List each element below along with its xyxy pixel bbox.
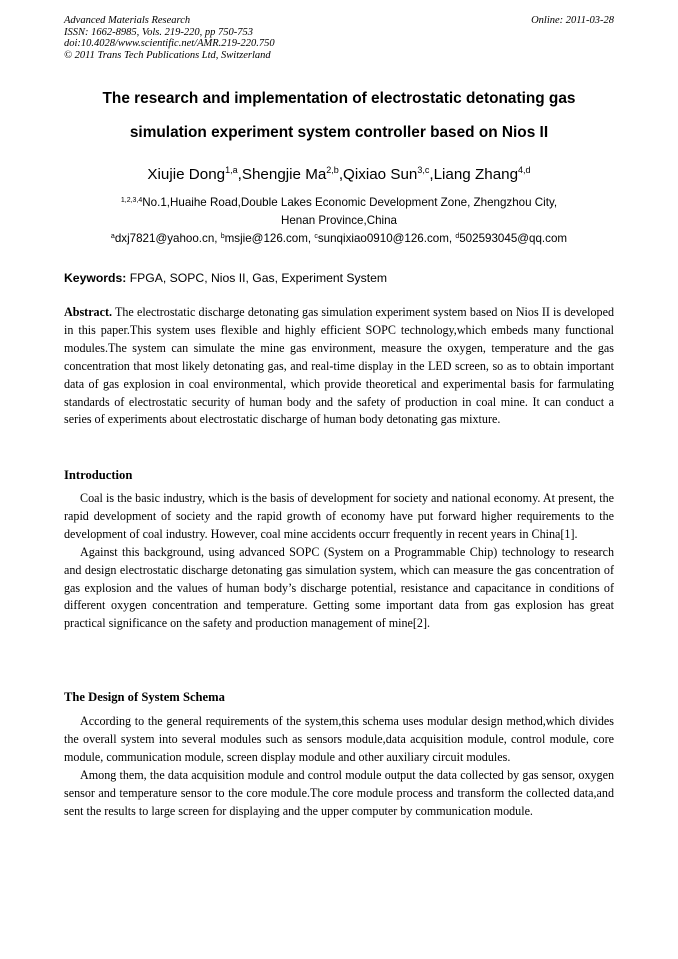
author-separator: , [338,166,344,183]
author-separator: , [429,166,434,183]
paragraph: Coal is the basic industry, which is the basis of development for society and national economy. At present, the rapid development of society and the rapid growth of economy have put forward higher requirements to the development of coal industry. However, coal mine accidents occurr frequently in recent years in China[1]. [64,491,614,541]
section-body-introduction [64,490,614,633]
paragraph: According to the general requirements of the system,this schema uses modular design method,which divides the overall system into several modules such as sensors module,data acquisition module, control module, core module, communication module, screen display module and other auxiliary circuit modules. [64,714,614,764]
email-address[interactable]: sunqixiao0910@126.com, [317,232,456,245]
section-heading-introduction: Introduction [64,468,133,482]
paper-title-line-1: The research and implementation of electrostatic detonating gas [102,90,576,107]
keywords [64,271,387,285]
email-mark: a [110,233,115,240]
author-name: Shengjie Ma [241,166,327,183]
email-mark: c [314,233,318,240]
author-affiliation-mark: 1,a [225,165,238,175]
keywords-text: FPGA, SOPC, Nios II, Gas, Experiment System [126,271,388,285]
email-mark: d [455,233,460,240]
keywords-label: Keywords: [64,271,127,285]
abstract [64,304,614,429]
author-name: Liang Zhang [433,166,519,183]
journal-issn: ISSN: 1662-8985, Vols. 219-220, pp 750-753 [64,26,253,38]
paragraph: Among them, the data acquisition module and control module output the data collected by gas sensor, oxygen sensor and temperature sensor to the core module.The core module process and transform the collected data,and sent the results to large screen for displaying and the upper computer by communication module. [64,767,614,818]
journal-doi: doi:10.4028/www.scientific.net/AMR.219-220.750 [64,38,275,50]
paper-title-line-2: simulation experiment system controller based on Nios II [129,124,549,141]
email-list [40,232,638,245]
section-heading-system-schema: The Design of System Schema [64,690,225,704]
journal-copyright: © 2011 Trans Tech Publications Ltd, Switzerland [64,49,271,61]
journal-header [64,15,275,61]
email-address[interactable]: 502593045@qq.com [459,232,568,245]
affiliation-line-1 [40,196,638,209]
section-body-system-schema [64,713,614,820]
affiliation-mark: 1,2,3,4 [120,197,143,204]
abstract-text: The electrostatic discharge detonating gas simulation experiment system based on Nios II is developed in this paper.This system uses flexible and highly efficient SOPC technology,which embeds many functional modules.The system can simulate the mine gas environment, measure the oxygen, temperature and the gas concentration that most likely detonating gas, and real-time display in the LED screen, so as to obtain important data of gas explosion in coal environmental, which provide theoretical and experimental basis for farmulating standards of electrostatic security of human body and the safety of production in coal mine. It can conduct a series of experiments about electrostatic discharge of human body detonating gas mixture. [64,305,614,427]
email-address[interactable]: dxj7821@yahoo.cn, [114,232,221,245]
author-affiliation-mark: 3,c [417,165,430,175]
email-address[interactable]: msjie@126.com, [224,232,315,245]
journal-name: Advanced Materials Research [64,15,191,26]
abstract-label: Abstract. [64,305,113,319]
author-list [40,166,638,183]
online-date: Online: 2011-03-28 [531,15,614,26]
author-separator: , [237,166,242,183]
author-name: Qixiao Sun [343,166,418,183]
author-affiliation-mark: 4,d [518,165,531,175]
author-affiliation-mark: 2,b [326,165,339,175]
paragraph: Against this background, using advanced SOPC (System on a Programmable Chip) technology to research and design electrostatic discharge detonating gas simulation system, which can measure the gas concentration of gas explosion and the values of human body’s discharge potential, resistance and capacitance in conditions of different oxygen concentration and temperature. Getting some important data from gas explosion has great practical significance on the safety and production management of mine[2]. [64,544,614,631]
affiliation-address: No.1,Huaihe Road,Double Lakes Economic Development Zone, Zhengzhou City, [142,196,558,209]
affiliation-line-2: Henan Province,China [280,214,397,227]
email-mark: b [220,233,225,240]
author-name: Xiujie Dong [147,166,226,183]
